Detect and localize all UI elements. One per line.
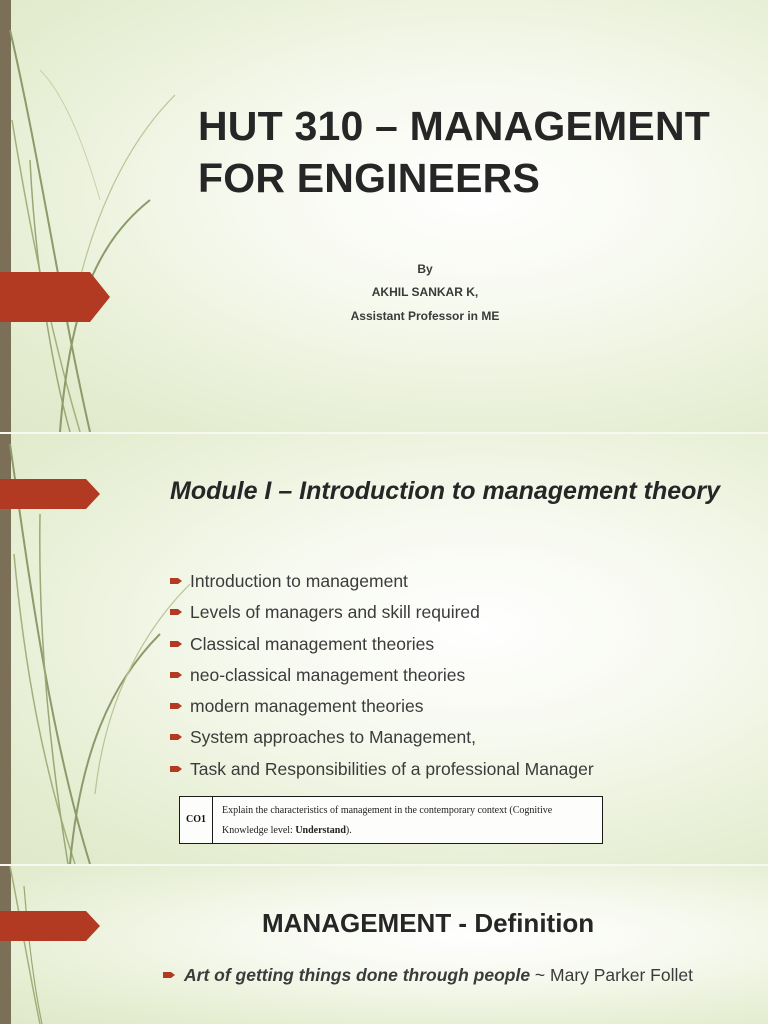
list-item: [170, 632, 594, 663]
by-label: By: [417, 262, 433, 276]
author-name: AKHIL SANKAR K,: [371, 285, 479, 299]
red-arrow-icon: [170, 765, 182, 773]
list-item: [170, 663, 594, 694]
list-item-text: Task and Responsibilities of a professional Manager: [190, 758, 594, 779]
module-slide: [0, 434, 768, 864]
co-cognitive-level: Understand: [295, 825, 346, 836]
quote-attribution: ~ Mary Parker Follet: [530, 965, 693, 985]
list-item-text: Levels of managers and skill required: [190, 602, 480, 623]
red-arrow-icon: [170, 702, 182, 710]
definition-slide: [0, 866, 768, 1024]
course-outcome-table: [179, 796, 603, 844]
author-designation: Assistant Professor in ME: [350, 309, 500, 323]
list-item: [170, 694, 594, 725]
decorative-swirls: [0, 866, 200, 1024]
red-arrow-icon: [170, 733, 182, 741]
list-item: [170, 757, 594, 788]
topic-list: [170, 569, 594, 788]
definition-title: MANAGEMENT - Definition: [262, 908, 595, 938]
list-item: [170, 725, 594, 756]
definition-quote: [184, 964, 724, 987]
section-marker-banner: [0, 272, 112, 322]
list-item-text: modern management theories: [190, 696, 424, 717]
co-code-cell: CO1: [180, 797, 213, 843]
presentation-title: HUT 310 – MANAGEMENT FOR ENGINEERS: [198, 103, 711, 201]
red-arrow-icon: [170, 577, 182, 585]
list-item: [170, 600, 594, 631]
list-item-text: neo-classical management theories: [190, 664, 466, 685]
module-title: Module I – Introduction to management theory: [170, 477, 721, 505]
co-description-text: Explain the characteristics of management in the contemporary context (Cognitive Knowledge level:: [222, 805, 553, 836]
list-item-text: System approaches to Management,: [190, 727, 476, 748]
red-arrow-icon: [170, 640, 182, 648]
red-arrow-icon: [163, 971, 175, 979]
title-slide: [0, 0, 768, 432]
list-item-text: Classical management theories: [190, 633, 435, 654]
list-item-text: Introduction to management: [190, 571, 408, 591]
decorative-swirls: [0, 0, 200, 432]
co-description-cell: [222, 801, 597, 841]
red-arrow-icon: [170, 671, 182, 679]
section-marker-banner: [0, 479, 104, 509]
quote-text: Art of getting things done through people: [184, 965, 531, 985]
section-marker-banner: [0, 911, 104, 941]
red-arrow-icon: [170, 608, 182, 616]
list-item: [170, 569, 594, 600]
co-description-end: ).: [345, 825, 352, 836]
